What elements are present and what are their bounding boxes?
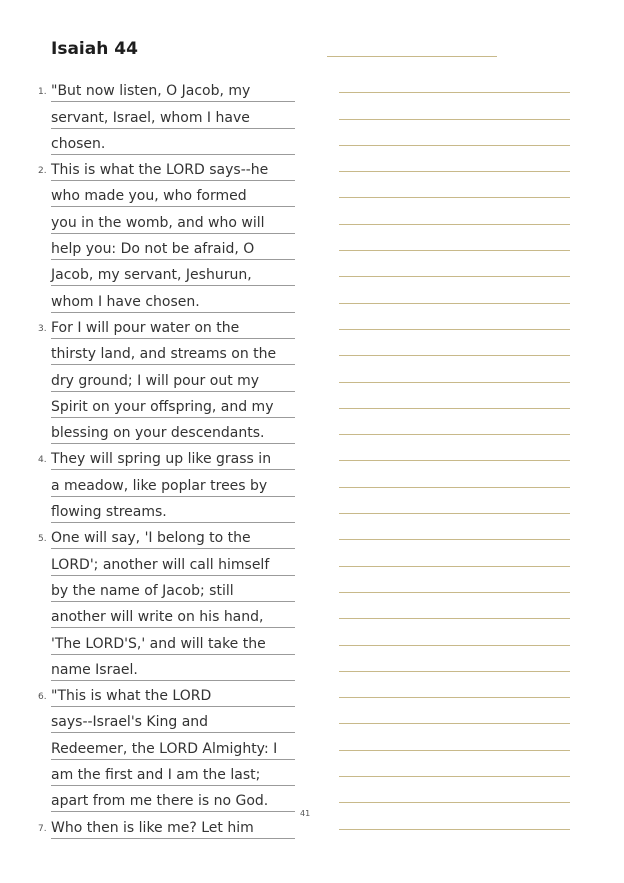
verse-line: [51, 576, 295, 602]
verse-line-text: Redeemer, the LORD Almighty: I: [51, 740, 278, 757]
writing-line: [339, 198, 570, 224]
verse-number: 5.: [38, 534, 47, 545]
verse-line-text: flowing streams.: [51, 504, 167, 521]
verse-line-text: For I will pour water on the: [51, 319, 240, 336]
verse-line: [51, 628, 295, 654]
writing-line: [339, 698, 570, 724]
verse-line: [38, 681, 295, 707]
writing-line: [339, 93, 570, 119]
writing-line: [339, 383, 570, 409]
verse-line: [51, 707, 295, 733]
verse-line-text: They will spring up like grass in: [51, 451, 272, 468]
verse-number: 2.: [38, 166, 47, 177]
writing-line: [339, 277, 570, 303]
verse-line-text: This is what the LORD says--he: [51, 162, 269, 179]
verse-number: 6.: [38, 692, 47, 703]
verse-line: [51, 497, 295, 523]
writing-line: [339, 120, 570, 146]
writing-line: [339, 777, 570, 803]
title-writing-line: [327, 56, 497, 57]
writing-line: [339, 672, 570, 698]
verse-line: [38, 155, 295, 181]
writing-line: [339, 67, 570, 93]
writing-line: [339, 619, 570, 645]
verse-line: [51, 786, 295, 812]
verse-line: [38, 313, 295, 339]
verse-line-text: thirsty land, and streams on the: [51, 346, 277, 363]
verse-line-text: help you: Do not be afraid, O: [51, 241, 255, 258]
verse-line-text: chosen.: [51, 135, 106, 152]
verse-line: [51, 392, 295, 418]
verse-number: 4.: [38, 455, 47, 466]
verse-line: [51, 549, 295, 575]
writing-line: [339, 225, 570, 251]
verse-line: [51, 339, 295, 365]
page-number: 41: [300, 809, 311, 818]
verse-line-text: "But now listen, O Jacob, my: [51, 83, 251, 100]
writing-line: [339, 540, 570, 566]
verse-line-text: whom I have chosen.: [51, 293, 200, 310]
verse-line-text: "This is what the LORD: [51, 688, 212, 705]
writing-line: [339, 803, 570, 829]
verse-line: [51, 760, 295, 786]
verse-number: 3.: [38, 323, 47, 334]
verse-line: [51, 181, 295, 207]
verse-line: [51, 733, 295, 759]
verse-text-column: [38, 76, 296, 839]
verse-line: [38, 523, 295, 549]
verse-line: [38, 812, 295, 838]
verse-line: [51, 470, 295, 496]
verse-line: [38, 444, 295, 470]
verse-line: [51, 286, 295, 312]
writing-line: [339, 304, 570, 330]
verse-line-text: One will say, 'I belong to the: [51, 530, 251, 547]
writing-line: [339, 751, 570, 777]
verse-line-text: am the first and I am the last;: [51, 767, 261, 784]
writing-line: [339, 146, 570, 172]
page-title: Isaiah 44: [51, 39, 138, 59]
writing-line: [339, 724, 570, 750]
writing-line: [339, 514, 570, 540]
verse-line: [51, 129, 295, 155]
verse-line-text: 'The LORD'S,' and will take the: [51, 635, 266, 652]
verse-number: 7.: [38, 823, 47, 834]
verse-line-text: who made you, who formed: [51, 188, 247, 205]
verse-line-text: says--Israel's King and: [51, 714, 209, 731]
verse-line-text: LORD'; another will call himself: [51, 556, 270, 573]
writing-line: [339, 435, 570, 461]
verse-line: [51, 365, 295, 391]
verse-line-text: apart from me there is no God.: [51, 793, 269, 810]
verse-line-text: Jacob, my servant, Jeshurun,: [51, 267, 252, 284]
writing-line: [339, 356, 570, 382]
verse-line-text: another will write on his hand,: [51, 609, 264, 626]
verse-line-text: blessing on your descendants.: [51, 425, 265, 442]
verse-line: [51, 418, 295, 444]
writing-line: [339, 172, 570, 198]
verse-line-text: name Israel.: [51, 661, 138, 678]
writing-line: [339, 567, 570, 593]
writing-line: [339, 330, 570, 356]
writing-line: [339, 409, 570, 435]
verse-line: [51, 602, 295, 628]
writing-practice-column: [339, 67, 570, 830]
writing-line: [339, 646, 570, 672]
writing-line: [339, 488, 570, 514]
verse-number: 1.: [38, 87, 47, 98]
verse-line: [51, 102, 295, 128]
verse-line: [38, 76, 295, 102]
verse-line-text: Spirit on your offspring, and my: [51, 398, 274, 415]
verse-line: [51, 655, 295, 681]
verse-line-text: a meadow, like poplar trees by: [51, 477, 268, 494]
verse-line: [51, 207, 295, 233]
verse-line-text: you in the womb, and who will: [51, 214, 265, 231]
verse-line: [51, 234, 295, 260]
verse-line-text: dry ground; I will pour out my: [51, 372, 260, 389]
writing-line: [339, 251, 570, 277]
verse-line-text: by the name of Jacob; still: [51, 582, 234, 599]
verse-line-text: Who then is like me? Let him: [51, 819, 254, 836]
verse-line: [51, 260, 295, 286]
writing-line: [339, 593, 570, 619]
verse-line-text: servant, Israel, whom I have: [51, 109, 250, 126]
writing-line: [339, 461, 570, 487]
